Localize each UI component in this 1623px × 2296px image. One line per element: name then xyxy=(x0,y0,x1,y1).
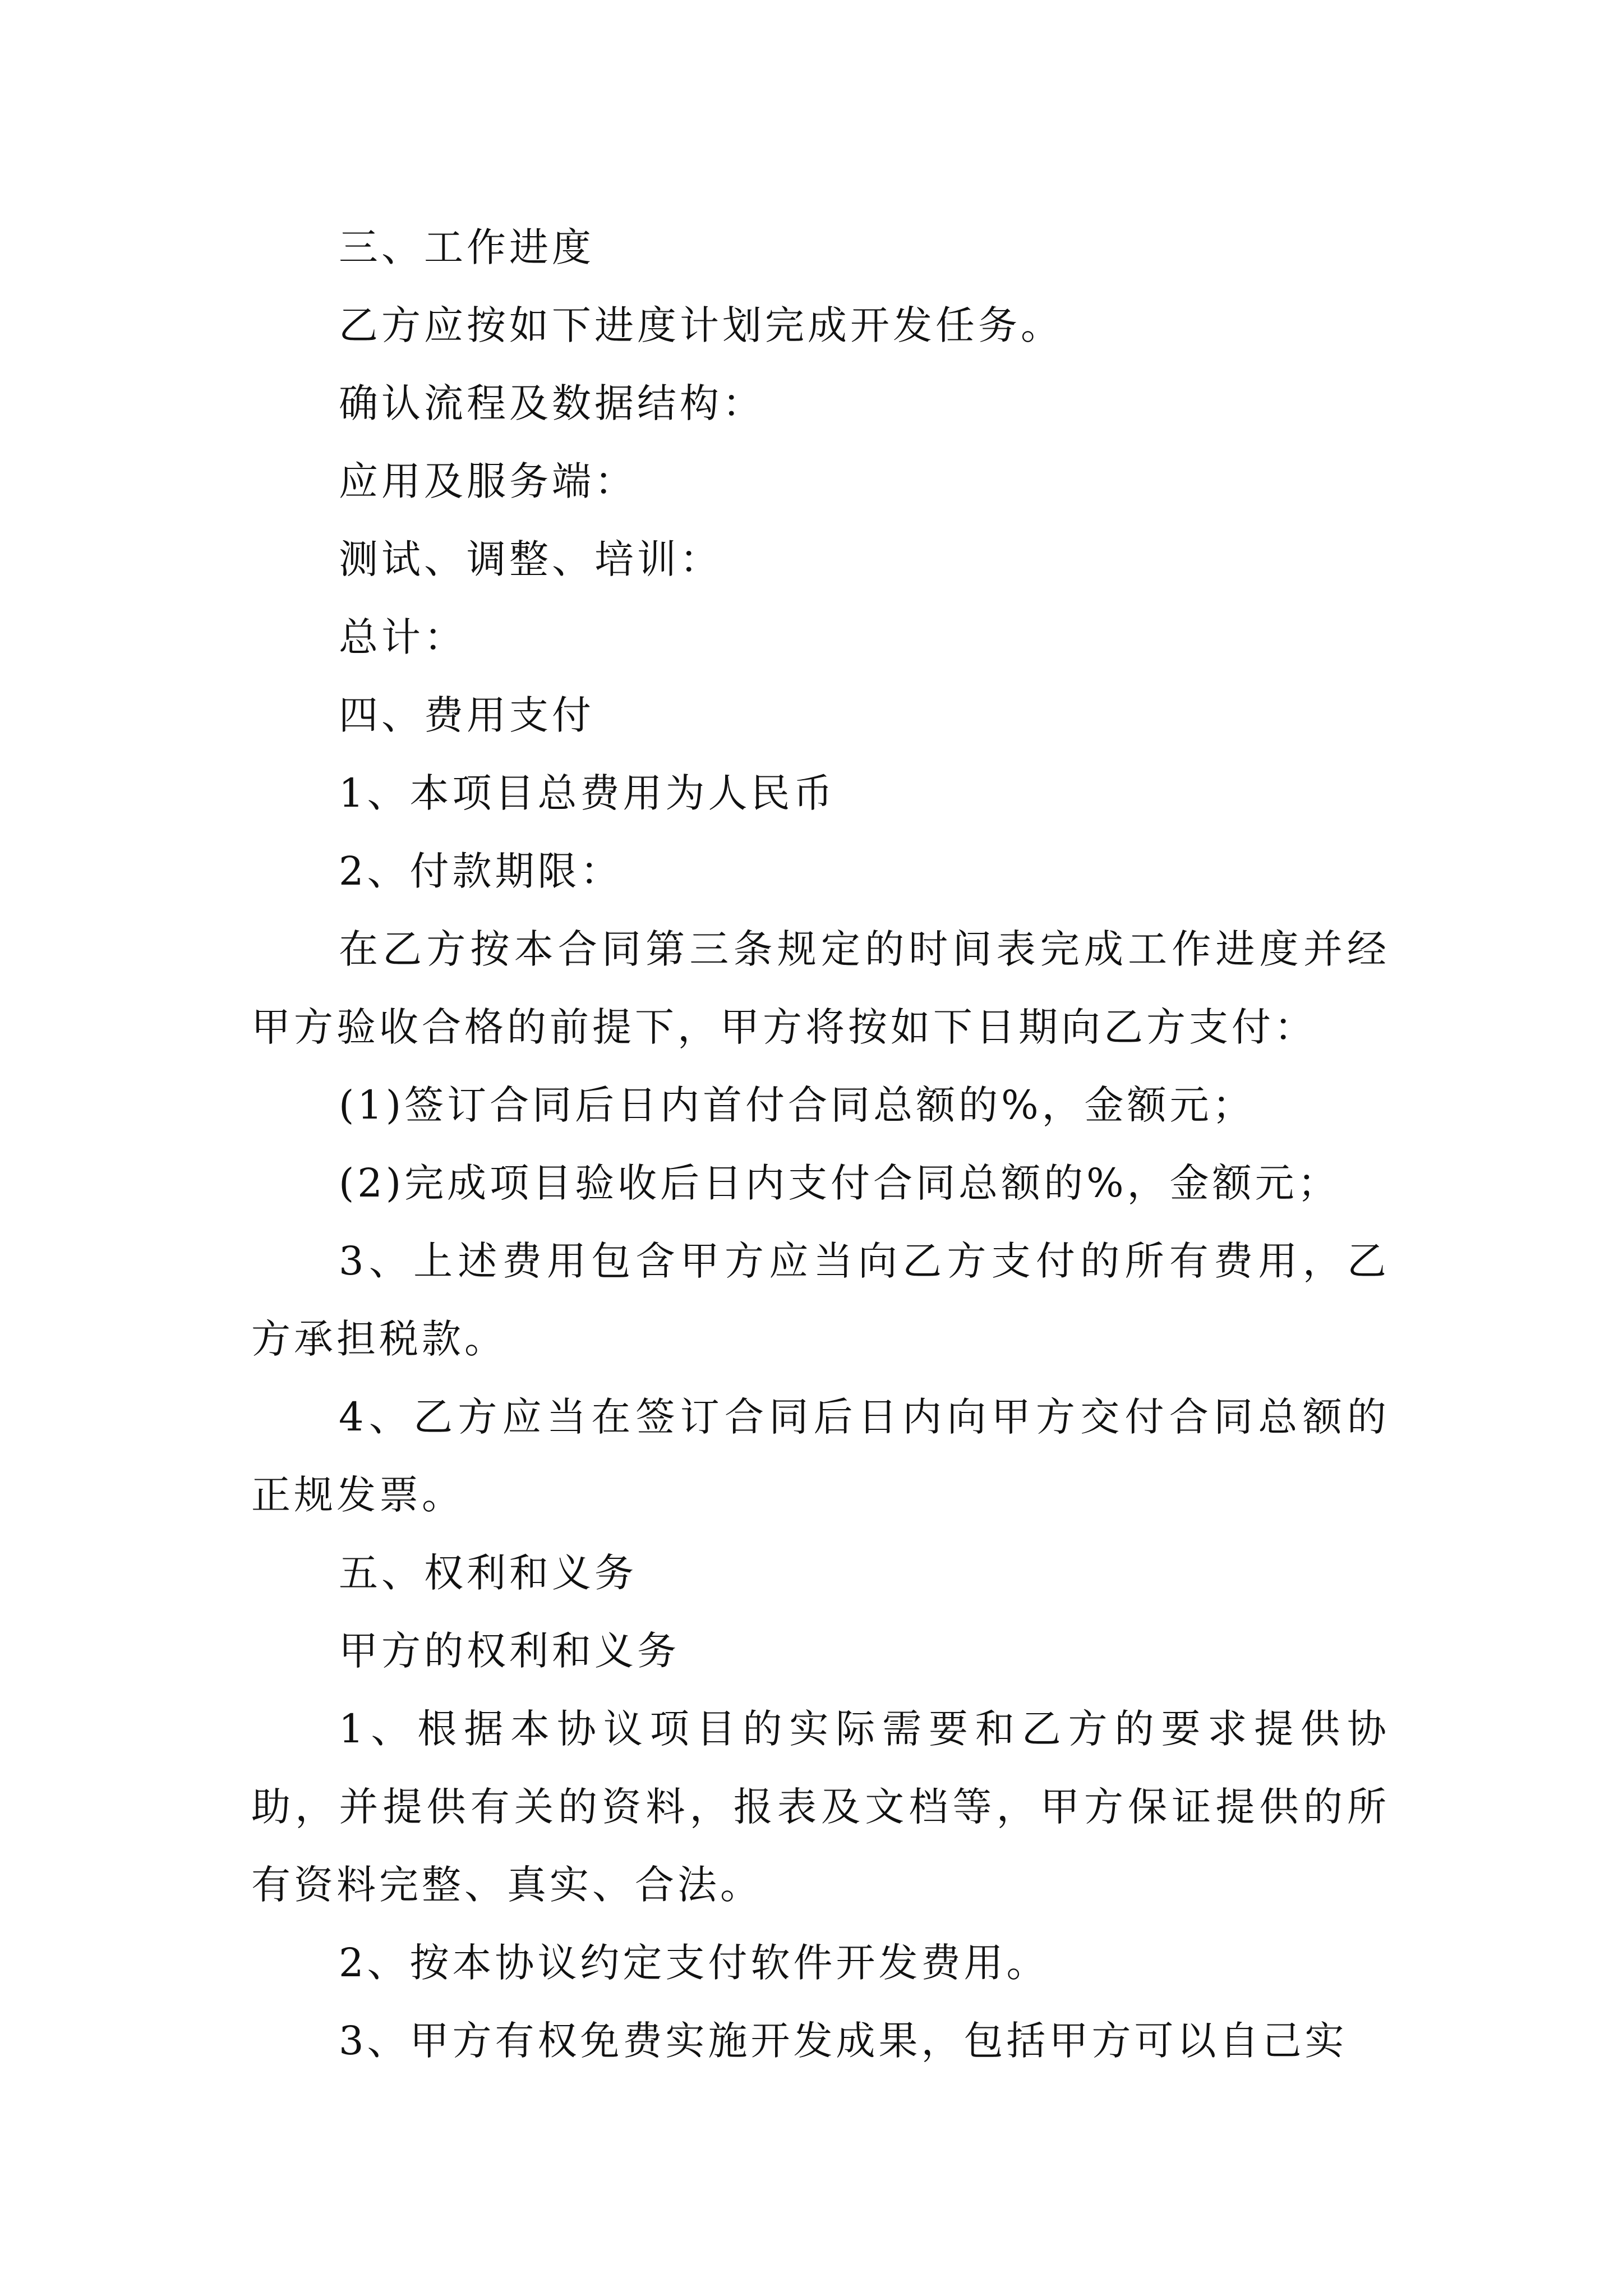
paragraph: 1、本项目总费用为人民币 xyxy=(339,770,836,816)
paragraph: 1、根据本协议项目的实际需要和乙方的要求提供协助，并提供有关的资料，报表及文档等，甲方保证提供的所有资料完整、真实、合法。 xyxy=(251,1706,1390,1908)
paragraph: 乙方应按如下进度计划完成开发任务。 xyxy=(339,302,1063,348)
paragraph: 总计： xyxy=(339,614,467,660)
paragraph: 4、乙方应当在签订合同后日内向甲方交付合同总额的正规发票。 xyxy=(251,1394,1390,1518)
paragraph: (2)完成项目验收后日内支付合同总额的%，金额元； xyxy=(339,1160,1340,1206)
section-heading-payment: 四、费用支付 xyxy=(339,692,594,738)
paragraph: 确认流程及数据结构： xyxy=(339,380,765,426)
section-heading-rights-obligations: 五、权利和义务 xyxy=(339,1550,637,1596)
document-body xyxy=(251,209,1390,2080)
subheading-party-a-rights: 甲方的权利和义务 xyxy=(339,1628,680,1674)
paragraph: 应用及服务端： xyxy=(339,458,637,504)
section-heading-work-schedule: 三、工作进度 xyxy=(339,224,594,270)
paragraph: 3、上述费用包含甲方应当向乙方支付的所有费用，乙方承担税款。 xyxy=(251,1238,1390,1362)
paragraph: 2、付款期限： xyxy=(339,848,623,894)
paragraph: (1)签订合同后日内首付合同总额的%，金额元； xyxy=(339,1082,1255,1128)
paragraph: 测试、调整、培训： xyxy=(339,536,722,582)
paragraph: 在乙方按本合同第三条规定的时间表完成工作进度并经甲方验收合格的前提下，甲方将按如下日期向乙方支付： xyxy=(251,926,1390,1050)
paragraph: 3、甲方有权免费实施开发成果，包括甲方可以自己实 xyxy=(339,2018,1348,2064)
paragraph: 2、按本协议约定支付软件开发费用。 xyxy=(339,1940,1049,1986)
